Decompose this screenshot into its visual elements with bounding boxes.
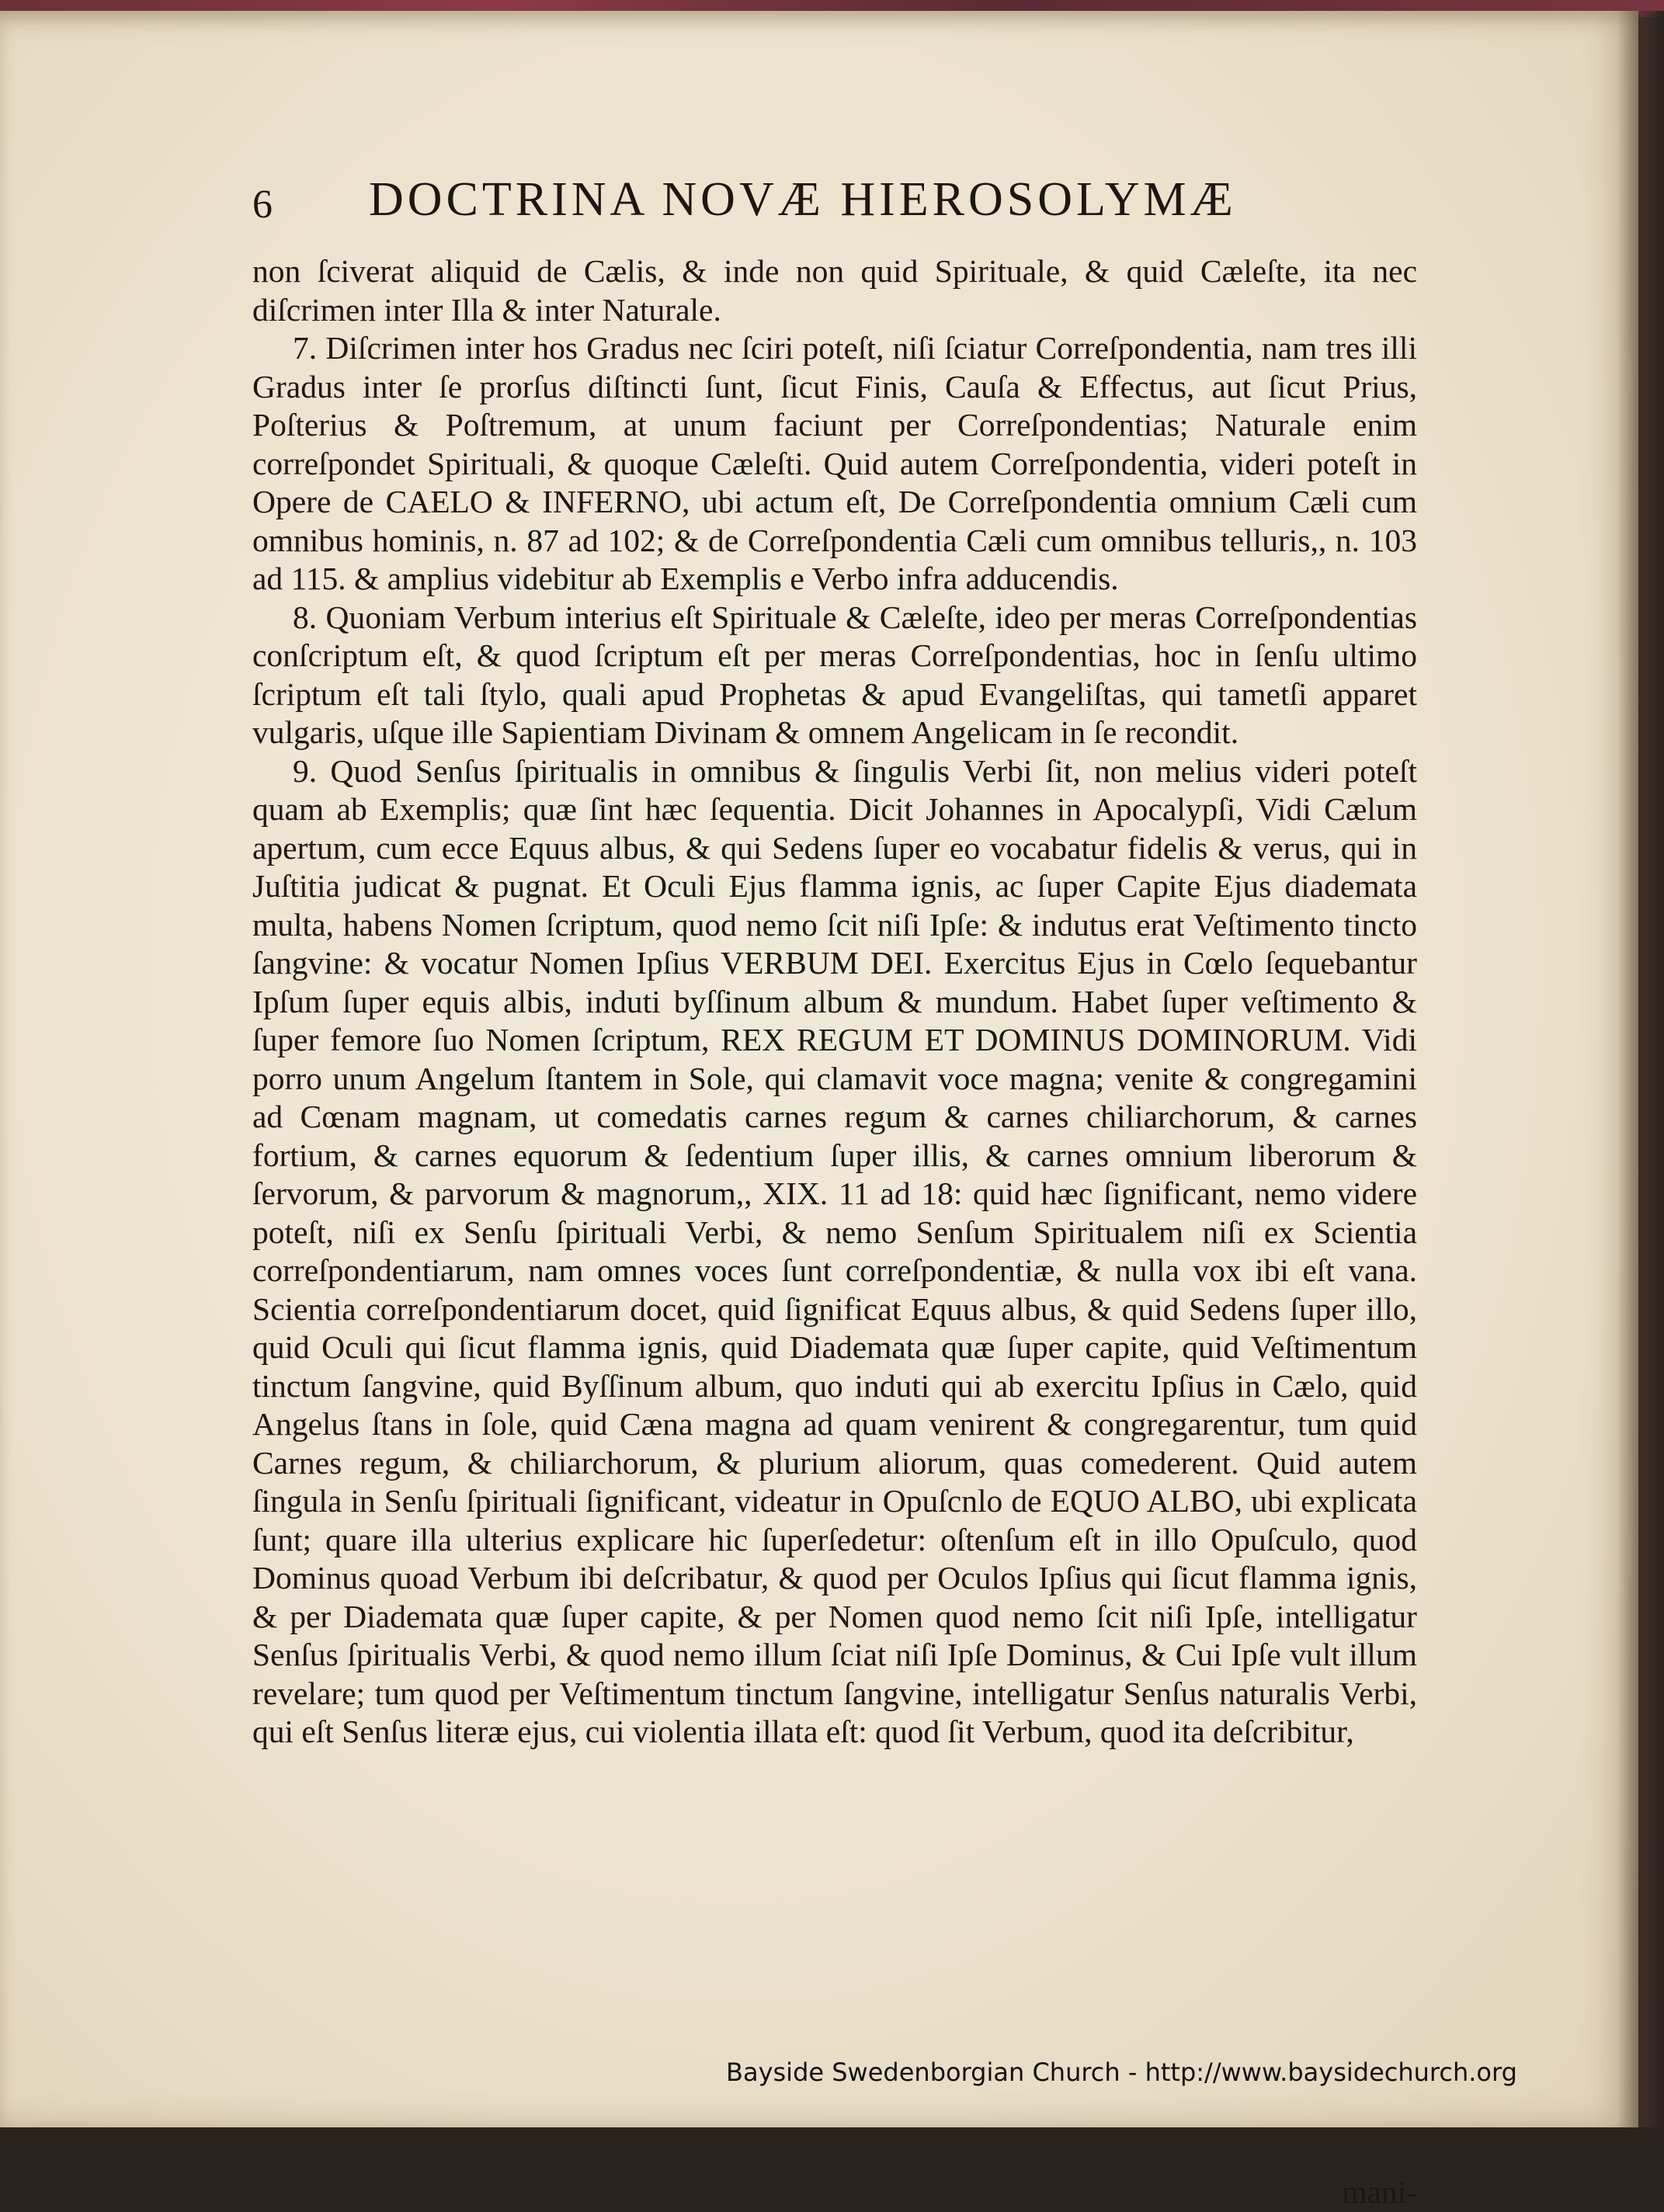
running-title: DOCTRINA NOVÆ HIEROSOLYMÆ [369, 173, 1237, 226]
page-header [252, 172, 1417, 234]
paragraph-9: 9. Quod Senſus ſpiritualis in omnibus & ſingulis Verbi ſit, non melius videri poteſt quam ab Exemplis; quæ ſint hæc ſequentia. Dicit Johannes in Apocalypſi, Vidi Cælum apertum, cum ecce Equus albus, & qui Sedens ſuper eo vocabatur fidelis & verus, qui in Juſtitia judicat & pugnat. Et Oculi Ejus flamma ignis, ac ſuper Capite Ejus diademata multa, habens Nomen ſcriptum, quod nemo ſcit niſi Ipſe: & indutus erat Veſtimento tincto ſangvine: & vocatur Nomen Ipſius VERBUM DEI. Exercitus Ejus in Cœlo ſequebantur Ipſum ſuper equis albis, induti byſſinum album & mundum. Habet ſuper veſtimento & ſuper femore ſuo Nomen ſcriptum, REX REGUM ET DOMINUS DOMINORUM. Vidi porro unum Angelum ſtantem in Sole, qui clamavit voce magna; venite & congregamini ad Cœnam magnam, ut comedatis carnes regum & carnes chiliarchorum, & carnes fortium, & carnes equorum & ſedentium ſuper illis, & carnes omnium liberorum & ſervorum, & parvorum & magnorum,, XIX. 11 ad 18: quid hæc ſignificant, nemo videre poteſt, niſi ex Senſu ſpirituali Verbi, & nemo Senſum Spiritualem niſi ex Scientia correſpondentiarum, nam omnes voces ſunt correſpondentiæ, & nulla vox ibi eſt vana. Scientia correſpondentiarum docet, quid ſignificat Equus albus, & quid Sedens ſuper illo, quid Oculi qui ſicut flamma ignis, quid Diademata quæ ſuper capite, quid Veſtimentum tinctum ſangvine, quid Byſſinum album, quo induti qui ab exercitu Ipſius in Cælo, quid Angelus ſtans in ſole, quid Cæna magna ad quam venirent & congregarentur, tum quid Carnes regum, & chiliarchorum, & plurium aliorum, quas comederent. Quid autem ſingula in Senſu ſpirituali ſignificant, videatur in Opuſcnlo de EQUO ALBO, ubi explicata ſunt; quare illa ulterius explicare hic ſuperſedetur: oſtenſum eſt in illo Opuſculo, quod Dominus quoad Verbum ibi deſcribatur, & quod per Oculos Ipſius qui ſicut flamma ignis, & per Diademata quæ ſuper capite, & per Nomen quod nemo ſcit niſi Ipſe, intelligatur Senſus ſpiritualis Verbi, & quod nemo illum ſciat niſi Ipſe Dominus, & Cui Ipſe vult illum revelare; tum quod per Veſtimentum tinctum ſangvine, intelligatur Senſus naturalis Verbi, qui eſt Senſus literæ ejus, cui violentia illata eſt: quod ſit Verbum, quod ita deſcribitur, [252, 752, 1417, 1749]
paragraph-continuation: non ſciverat aliquid de Cælis, & inde non quid Spirituale, & quid Cæleſte, ita nec diſcrimen inter Illa & inter Naturale. [252, 253, 1417, 328]
paragraph-7: 7. Diſcrimen inter hos Gradus nec ſciri poteſt, niſi ſciatur Correſpondentia, nam tres illi Gradus inter ſe prorſus diſtincti ſunt, ſicut Finis, Cauſa & Effectus, aut ſicut Prius, Poſterius & Poſtremum, at unum faciunt per Correſpondentias; Naturale enim correſpondet Spirituali, & quoque Cæleſti. Quid autem Correſpondentia, videri poteſt in Opere de CAELO & INFERNO, ubi actum eſt, De Correſpondentia omnium Cæli cum omnibus hominis, n. 87 ad 102; & de Correſpondentia Cæli cum omnibus telluris,, n. 103 ad 115. & amplius videbitur ab Exemplis e Verbo infra adducendis. [252, 330, 1417, 596]
watermark-text: Bayside Swedenborgian Church - http://www.baysidechurch.org [726, 2057, 1517, 2087]
catchword: mani- [1342, 2174, 1417, 2210]
book-gutter-shadow [1617, 11, 1664, 2127]
paragraph-8: 8. Quoniam Verbum interius eſt Spirituale & Cæleſte, ideo per meras Correſpondentias conſcriptum eſt, & quod ſcriptum eſt per meras Correſpondentias, hoc in ſenſu ultimo ſcriptum eſt tali ſtylo, quali apud Prophetas & apud Evangeliſtas, qui tametſi apparet vulgaris, uſque ille Sapientiam Divinam & omnem Angelicam in ſe recondit. [252, 599, 1417, 750]
page-number: 6 [252, 182, 273, 227]
